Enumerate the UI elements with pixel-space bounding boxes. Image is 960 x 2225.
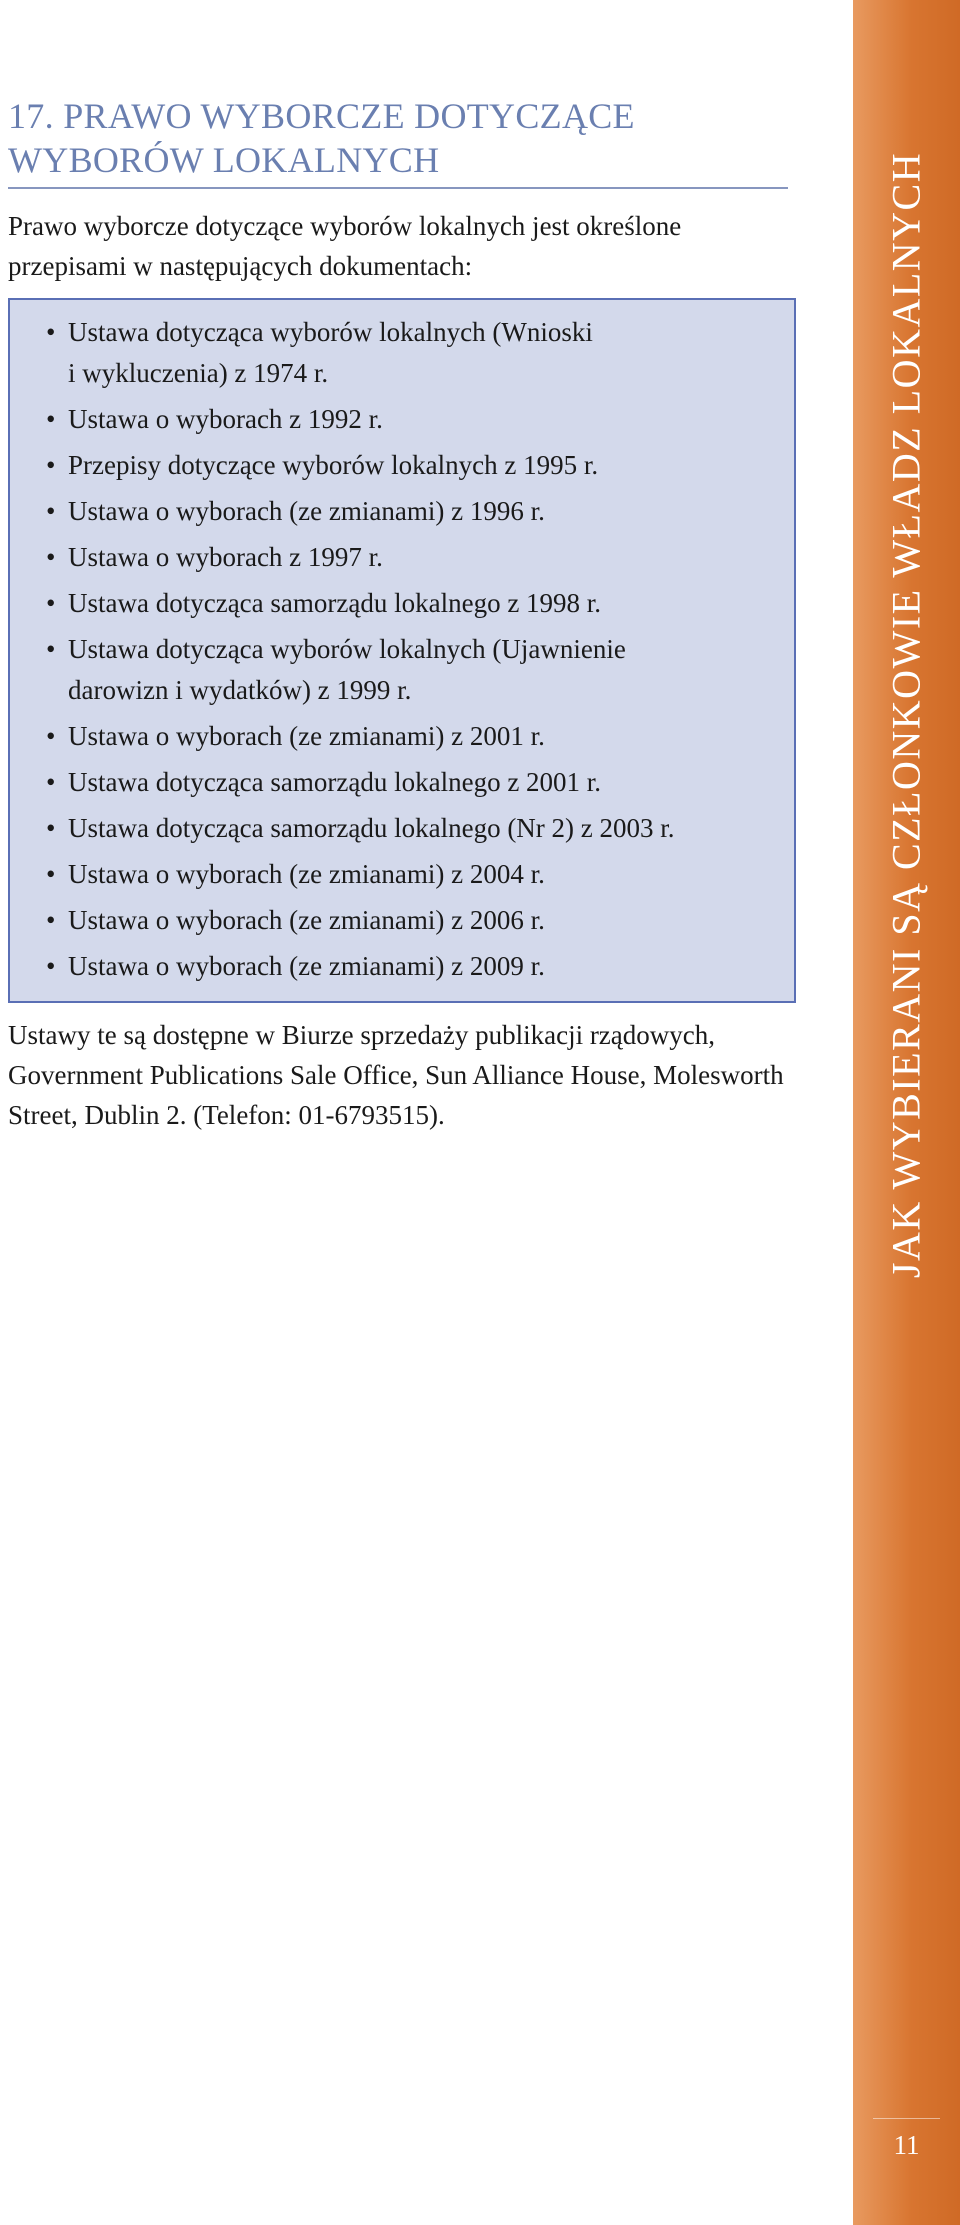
documents-list [46,312,774,987]
list-item [46,399,774,440]
section-heading-line-1: 17. PRAWO WYBORCZE DOTYCZĄCE [8,96,635,136]
list-item-line-1: Przepisy dotyczące wyborów lokalnych z 1995 r. [68,450,599,480]
list-item-line-1: Ustawa dotycząca samorządu lokalnego z 1998 r. [68,588,602,618]
intro-paragraph: Prawo wyborcze dotyczące wyborów lokalnych jest określone przepisami w następujących dokumentach: [8,211,682,281]
bullet-icon: • [46,450,56,480]
list-item-line-1: Ustawa dotycząca samorządu lokalnego (Nr 2) z 2003 r. [68,813,675,843]
list-item-line-1: Ustawa o wyborach z 1992 r. [68,404,383,434]
bullet-icon: • [46,317,56,347]
list-item [46,445,774,486]
list-item-line-1: Ustawa o wyborach (ze zmianami) z 2001 r. [68,721,545,751]
list-item [46,491,774,532]
list-item [46,716,774,757]
bullet-icon: • [46,905,56,935]
list-item-line-1: Ustawa o wyborach (ze zmianami) z 1996 r. [68,496,545,526]
bullet-icon: • [46,404,56,434]
bullet-icon: • [46,859,56,889]
list-item [46,312,774,394]
list-item-line-1: Ustawa o wyborach (ze zmianami) z 2004 r. [68,859,545,889]
bullet-icon: • [46,496,56,526]
list-item-line-1: Ustawa o wyborach (ze zmianami) z 2006 r. [68,905,545,935]
availability-paragraph: Ustawy te są dostępne w Biurze sprzedaży publikacji rządowych, Government Publications Sale Office, Sun Alliance House, Molesworth Street, Dublin 2. (Telefon: 01-6793515). [8,1020,784,1130]
list-item-line-1: Ustawa dotycząca wyborów lokalnych (Ujawnienie [68,634,626,664]
list-item-line-1: Ustawa o wyborach z 1997 r. [68,542,383,572]
list-item-line-2: darowizn i wydatków) z 1999 r. [68,675,412,705]
list-item [46,946,774,987]
bullet-icon: • [46,634,56,664]
chapter-sidebar [853,0,960,2225]
documents-box [8,298,796,1003]
list-item [46,537,774,578]
chapter-title: JAK WYBIERANI SĄ CZŁONKOWIE WŁADZ LOKALNYCH [883,151,929,1279]
heading-divider [8,187,788,189]
list-item-line-1: Ustawa o wyborach (ze zmianami) z 2009 r. [68,951,545,981]
page-number-divider [873,2118,940,2119]
bullet-icon: • [46,951,56,981]
list-item [46,854,774,895]
list-item-line-1: Ustawa dotycząca wyborów lokalnych (Wnioski [68,317,593,347]
list-item [46,629,774,711]
bullet-icon: • [46,542,56,572]
list-item [46,583,774,624]
list-item [46,900,774,941]
bullet-icon: • [46,813,56,843]
list-item [46,808,774,849]
bullet-icon: • [46,588,56,618]
bullet-icon: • [46,721,56,751]
list-item [46,762,774,803]
section-heading-line-2: WYBORÓW LOKALNYCH [8,140,440,180]
bullet-icon: • [46,767,56,797]
list-item-line-1: Ustawa dotycząca samorządu lokalnego z 2001 r. [68,767,602,797]
section-heading [8,94,788,182]
list-item-line-2: i wykluczenia) z 1974 r. [68,358,329,388]
page-number: 11 [893,2130,920,2160]
